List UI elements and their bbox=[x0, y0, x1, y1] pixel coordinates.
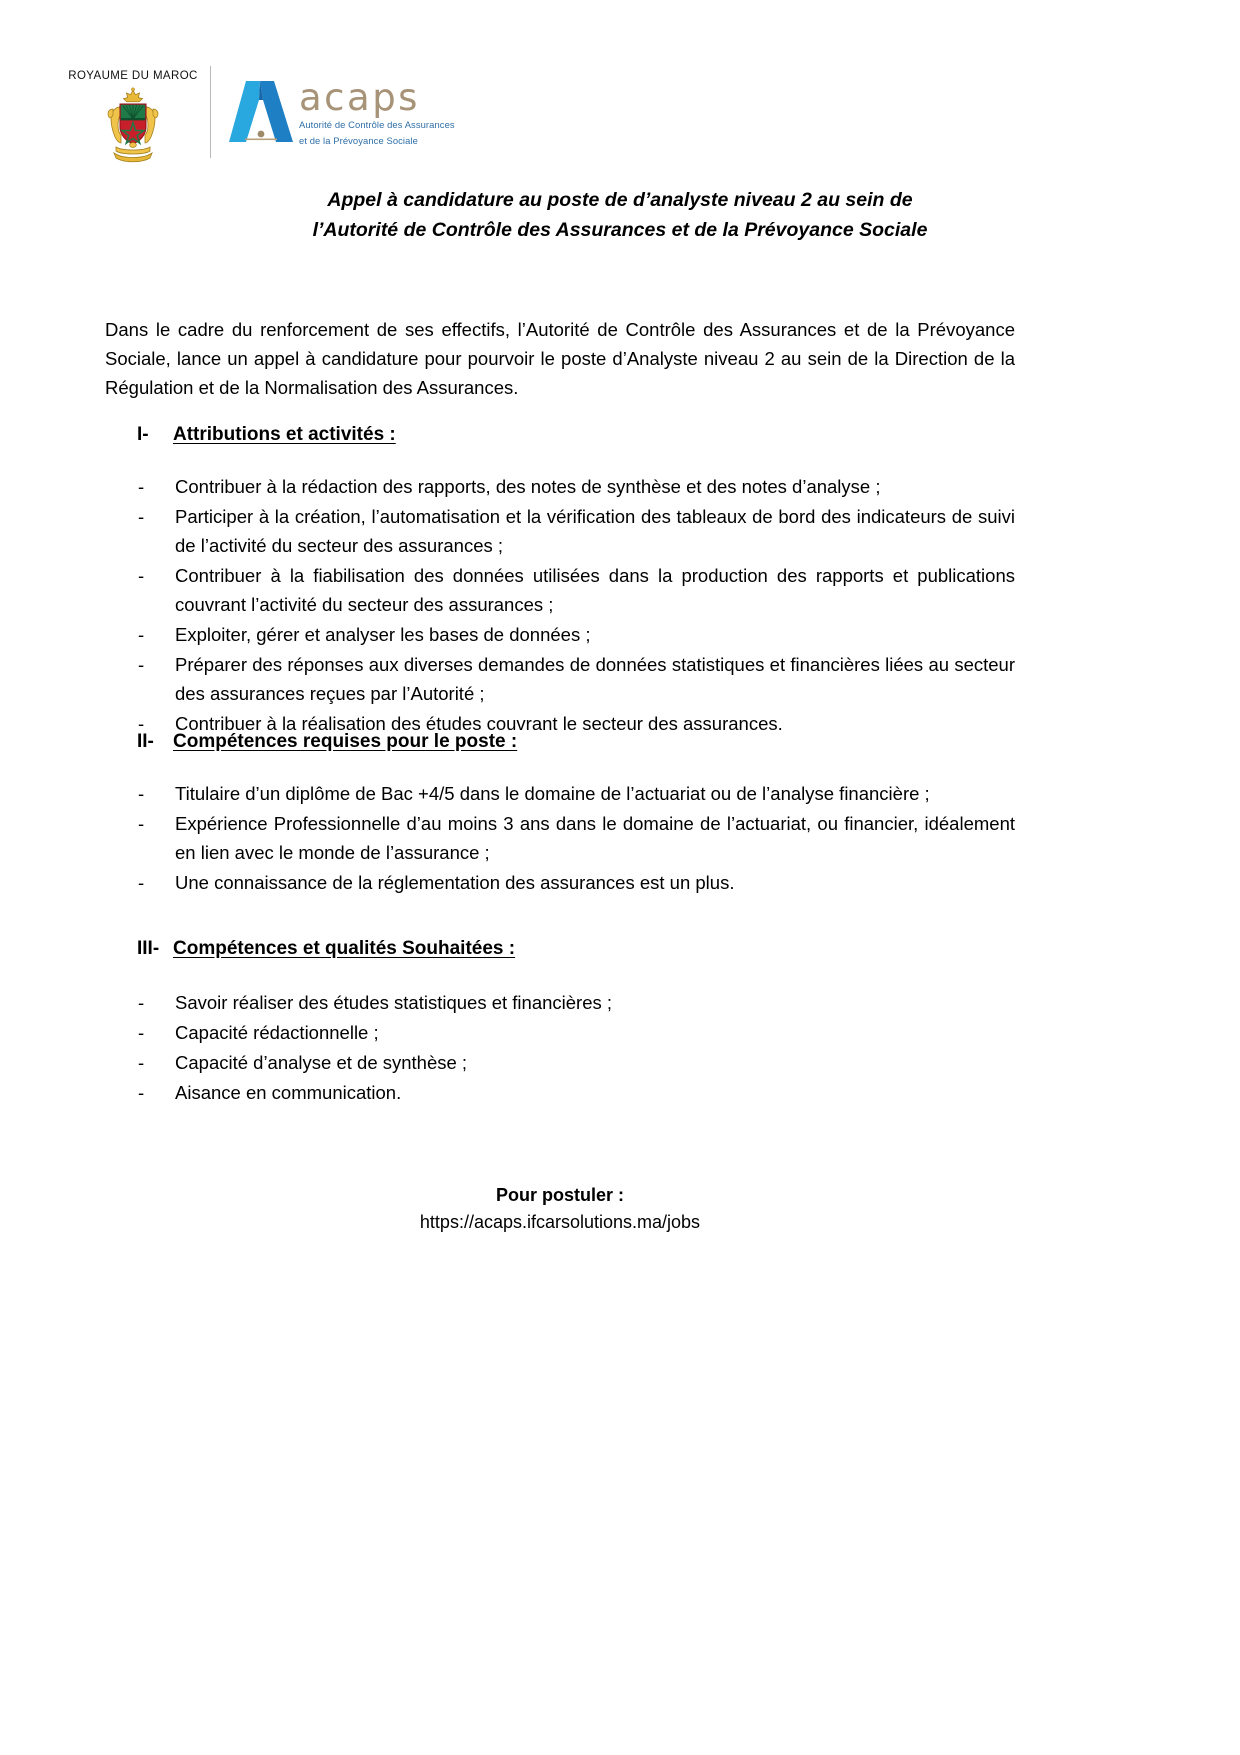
page-title bbox=[118, 186, 1122, 245]
apply-url[interactable]: https://acaps.ifcarsolutions.ma/jobs bbox=[419, 1212, 701, 1232]
kingdom-caption: ROYAUME DU MAROC bbox=[68, 70, 198, 82]
apply-block bbox=[105, 1182, 1015, 1236]
section-item-list bbox=[105, 779, 1015, 897]
section-competences-requises bbox=[105, 731, 1015, 898]
list-item: - Exploiter, gérer et analyser les bases de données ; bbox=[105, 620, 1015, 649]
header-divider bbox=[210, 66, 211, 158]
list-item: - Préparer des réponses aux diverses demandes de données statistiques et financières liées au secteur des assurances reçues par l’Autorité ; bbox=[105, 650, 1015, 708]
section-heading bbox=[105, 424, 1015, 446]
section-competences-souhaitees bbox=[105, 938, 1015, 1108]
list-item: - Participer à la création, l’automatisation et la vérification des tableaux de bord des indicateurs de suivi de l’activité du secteur des assurances ; bbox=[105, 502, 1015, 560]
page-title-line-1: Appel à candidature au poste de d’analyste niveau 2 au sein de bbox=[327, 189, 913, 211]
list-item: - Titulaire d’un diplôme de Bac +4/5 dans le domaine de l’actuariat ou de l’analyse financière ; bbox=[105, 779, 1015, 808]
section-item-list bbox=[105, 472, 1015, 738]
document-header bbox=[70, 62, 490, 172]
acaps-logo-block bbox=[229, 62, 455, 148]
section-title: Compétences et qualités Souhaitées : bbox=[173, 938, 516, 959]
intro-paragraph: Dans le cadre du renforcement de ses effectifs, l’Autorité de Contrôle des Assurances et de la Prévoyance Sociale, lance un appel à candidature pour pourvoir le poste d’Analyste niveau 2 au sein de la Direction de la Régulation et de la Normalisation des Assurances. bbox=[105, 318, 1015, 398]
acaps-wordmark: acaps bbox=[299, 76, 420, 119]
acaps-tagline-line-1: Autorité de Contrôle des Assurances bbox=[299, 119, 455, 131]
kingdom-of-morocco-emblem-block bbox=[70, 62, 196, 163]
page-title-line-2: l’Autorité de Contrôle des Assurances et de la Prévoyance Sociale bbox=[312, 218, 928, 241]
apply-label: Pour postuler : bbox=[495, 1185, 624, 1205]
section-heading bbox=[105, 731, 1015, 753]
section-attributions bbox=[105, 424, 1015, 739]
acaps-tagline-line-2: et de la Prévoyance Sociale bbox=[299, 135, 418, 147]
section-number: I- bbox=[137, 424, 149, 445]
morocco-coat-of-arms-icon bbox=[100, 87, 166, 163]
list-item: - Capacité d’analyse et de synthèse ; bbox=[105, 1048, 1015, 1077]
section-number: II- bbox=[137, 731, 154, 752]
list-item: - Expérience Professionnelle d’au moins 3 ans dans le domaine de l’actuariat, ou financier, idéalement en lien avec le monde de l’assurance ; bbox=[105, 809, 1015, 867]
list-item: - Savoir réaliser des études statistiques et financières ; bbox=[105, 988, 1015, 1017]
list-item: - Aisance en communication. bbox=[105, 1078, 1015, 1107]
list-item: - Une connaissance de la réglementation des assurances est un plus. bbox=[105, 868, 1015, 897]
acaps-text-block bbox=[299, 78, 455, 148]
section-title: Attributions et activités : bbox=[173, 424, 396, 445]
section-heading bbox=[105, 938, 1015, 960]
acaps-a-mark-icon bbox=[229, 78, 293, 146]
section-number: III- bbox=[137, 938, 160, 959]
list-item: - Contribuer à la fiabilisation des données utilisées dans la production des rapports et publications couvrant l’activité du secteur des assurances ; bbox=[105, 561, 1015, 619]
section-item-list bbox=[105, 988, 1015, 1107]
list-item: - Contribuer à la réalisation des études couvrant le secteur des assurances. bbox=[105, 709, 1015, 738]
list-item: - Contribuer à la rédaction des rapports, des notes de synthèse et des notes d’analyse ; bbox=[105, 472, 1015, 501]
list-item: - Capacité rédactionnelle ; bbox=[105, 1018, 1015, 1047]
section-title: Compétences requises pour le poste : bbox=[173, 731, 518, 752]
